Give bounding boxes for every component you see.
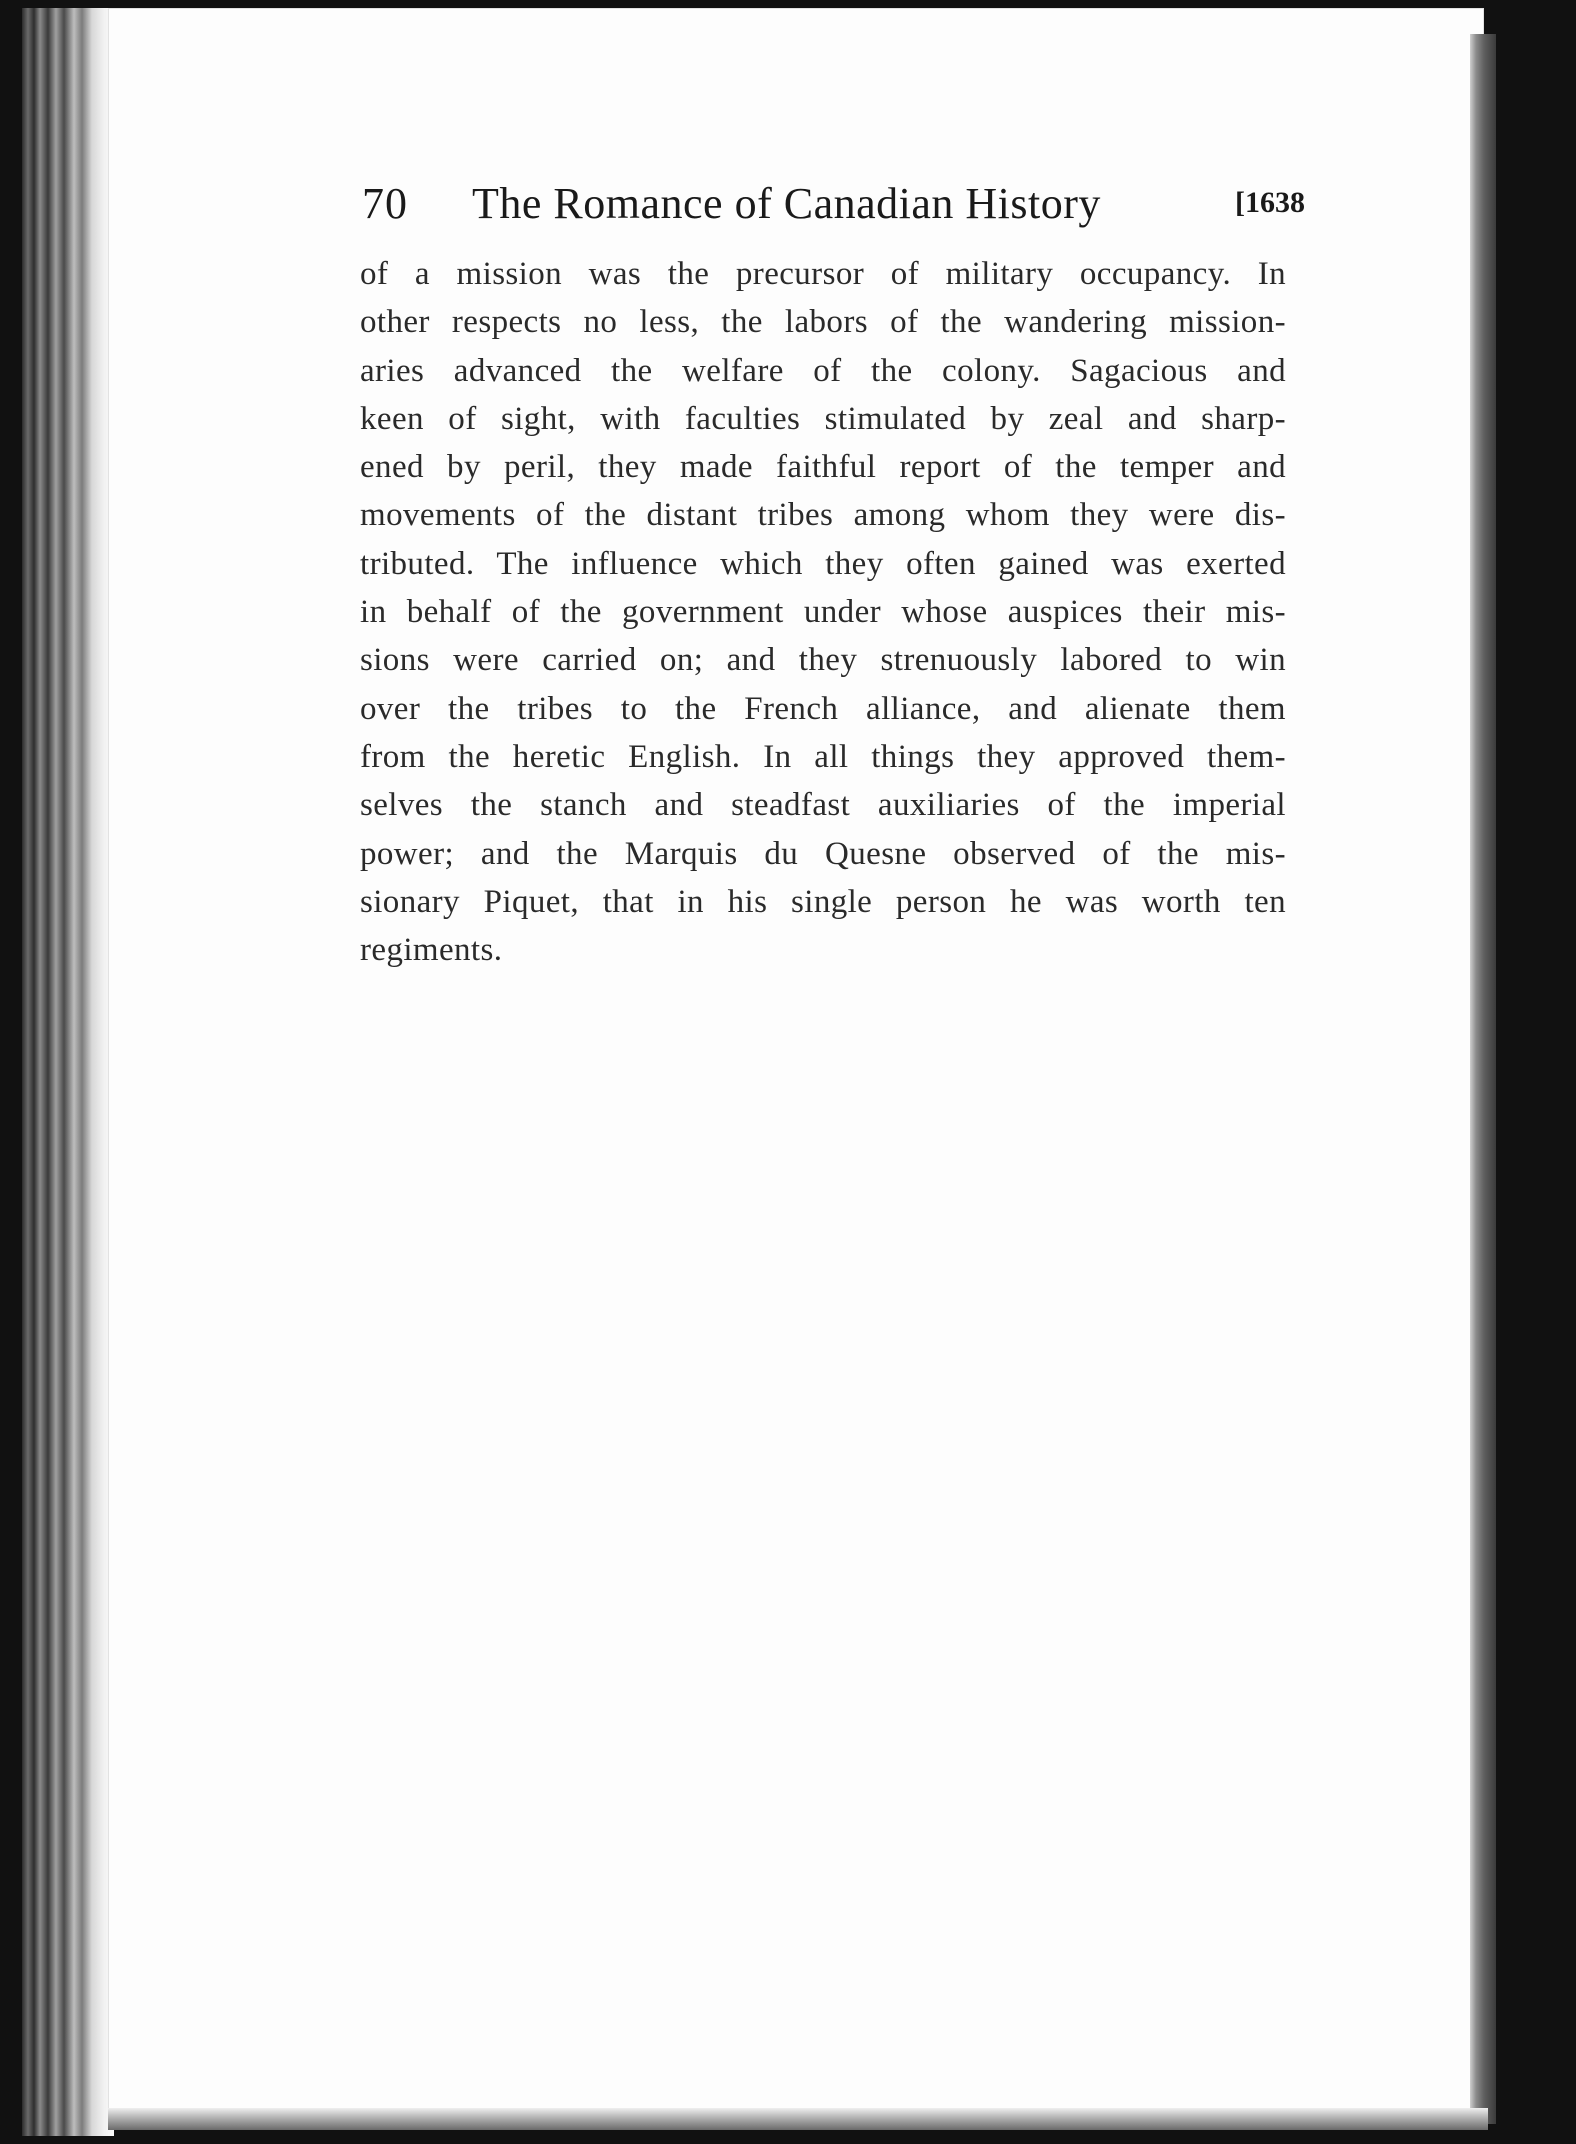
text-line: tributed. The influence which they often gained was exerted <box>360 545 1286 582</box>
text-line: from the heretic English. In all things they approved them- <box>360 738 1286 775</box>
text-line: power; and the Marquis du Quesne observed of the mis- <box>360 835 1286 872</box>
running-header <box>360 178 1305 234</box>
text-line: sions were carried on; and they strenuously labored to win <box>360 642 1286 679</box>
page-bottom-edge <box>108 2108 1488 2130</box>
book-spine-edge <box>1470 34 1496 2124</box>
text-line: regiments. <box>360 932 503 969</box>
running-title: The Romance of Canadian History <box>472 179 1101 228</box>
body-paragraph <box>360 250 1286 974</box>
text-line: keen of sight, with faculties stimulated by zeal and sharp- <box>360 400 1286 437</box>
text-line: movements of the distant tribes among whom they were dis- <box>360 497 1286 534</box>
running-year: [1638 <box>1235 186 1305 219</box>
page-number: 70 <box>362 179 408 228</box>
text-line: ened by peril, they made faithful report of the temper and <box>360 449 1286 486</box>
text-line: sionary Piquet, that in his single person he was worth ten <box>360 883 1286 920</box>
page-stack-edges <box>22 8 114 2136</box>
text-line: over the tribes to the French alliance, and alienate them <box>360 690 1286 727</box>
text-line: in behalf of the government under whose auspices their mis- <box>360 594 1286 631</box>
text-line: of a mission was the precursor of military occupancy. In <box>360 256 1286 292</box>
text-line: other respects no less, the labors of the wandering mission- <box>360 304 1286 341</box>
text-line: aries advanced the welfare of the colony. Sagacious and <box>360 352 1286 389</box>
text-line: selves the stanch and steadfast auxiliaries of the imperial <box>360 787 1286 824</box>
